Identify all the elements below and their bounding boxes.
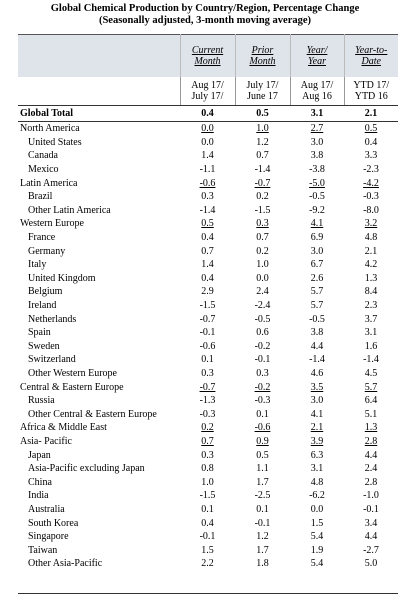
row-label: China xyxy=(28,476,52,488)
value-cell: 5.7 xyxy=(310,300,324,312)
title-line-2: (Seasonally adjusted, 3-month moving average) xyxy=(98,14,312,26)
value-cell: 3.0 xyxy=(310,245,324,257)
value-cell: -3.8 xyxy=(309,164,325,176)
value-cell: -1.4 xyxy=(254,164,271,176)
value-cell: 3.3 xyxy=(364,150,378,162)
value-cell: -0.2 xyxy=(254,381,271,393)
table-row xyxy=(18,285,398,299)
value-cell: -1.1 xyxy=(199,164,216,176)
value-cell: 2.7 xyxy=(310,123,324,135)
value-cell: 0.2 xyxy=(201,422,214,434)
row-label: Canada xyxy=(28,150,58,162)
value-cell: 3.9 xyxy=(310,435,324,447)
value-cell: -0.7 xyxy=(254,177,271,189)
value-cell: -0.5 xyxy=(309,191,325,203)
value-cell: 0.2 xyxy=(256,191,269,203)
value-cell: -1.5 xyxy=(199,490,216,502)
row-label: Global Total xyxy=(18,106,180,122)
value-cell: 1.7 xyxy=(256,476,269,488)
row-label: Ireland xyxy=(28,300,57,312)
table-row xyxy=(18,326,398,340)
value-cell: 0.7 xyxy=(256,232,269,244)
row-label: Switzerland xyxy=(28,354,76,366)
value-cell: 3.0 xyxy=(310,395,324,407)
value-cell: 0.4 xyxy=(201,272,214,284)
table-row xyxy=(18,149,398,163)
row-label: Western Europe xyxy=(20,218,84,230)
table-row xyxy=(18,557,398,571)
value-cell: -8.0 xyxy=(363,204,379,216)
table-row xyxy=(18,272,398,286)
value-cell: 4.8 xyxy=(310,476,324,488)
table-row xyxy=(18,312,398,326)
value-cell: 0.4 xyxy=(180,106,235,122)
row-label: Mexico xyxy=(28,164,59,176)
table-row xyxy=(18,163,398,177)
row-label: Asia- Pacific xyxy=(20,435,72,447)
table-row xyxy=(18,448,398,462)
region-row xyxy=(18,421,398,435)
value-cell: -4.2 xyxy=(363,177,379,189)
value-cell: -0.7 xyxy=(199,381,216,393)
value-cell: 3.2 xyxy=(364,218,378,230)
value-cell: -2.3 xyxy=(363,164,379,176)
value-cell: 1.1 xyxy=(256,463,269,475)
value-cell: -1.4 xyxy=(363,354,379,366)
table-bottom-rule xyxy=(18,593,398,594)
region-row xyxy=(18,176,398,190)
table-row xyxy=(18,543,398,557)
value-cell: 0.1 xyxy=(201,503,214,515)
value-cell: 0.7 xyxy=(201,245,214,257)
header-prior-month: Prior Month xyxy=(235,35,290,78)
value-cell: 1.4 xyxy=(201,150,214,162)
value-cell: -0.3 xyxy=(254,395,271,407)
table-row xyxy=(18,299,398,313)
value-cell: 0.2 xyxy=(256,245,269,257)
value-cell: 3.7 xyxy=(364,313,378,325)
value-cell: 2.1 xyxy=(364,245,378,257)
value-cell: 6.9 xyxy=(310,232,324,244)
value-cell: -0.6 xyxy=(199,340,216,352)
row-label: Other Central & Eastern Europe xyxy=(28,408,157,420)
value-cell: 0.6 xyxy=(256,327,269,339)
row-label: Central & Eastern Europe xyxy=(20,381,124,393)
value-cell: 5.4 xyxy=(310,531,324,543)
title-line-1: Global Chemical Production by Country/Region, Percentage Change xyxy=(50,3,360,14)
region-row xyxy=(18,380,398,394)
row-label: South Korea xyxy=(28,517,79,529)
row-label: Latin America xyxy=(20,177,78,189)
value-cell: -0.1 xyxy=(254,517,271,529)
value-cell: 6.4 xyxy=(364,395,378,407)
value-cell: 2.8 xyxy=(364,476,378,488)
table-row xyxy=(18,462,398,476)
value-cell: 1.0 xyxy=(256,123,269,135)
value-cell: 4.1 xyxy=(310,408,324,420)
value-cell: 1.0 xyxy=(256,259,269,271)
value-cell: 4.4 xyxy=(364,449,378,461)
value-cell: 3.4 xyxy=(364,517,378,529)
value-cell: -1.4 xyxy=(309,354,325,366)
value-cell: 2.4 xyxy=(364,463,378,475)
value-cell: 0.3 xyxy=(201,191,214,203)
row-label: Africa & Middle East xyxy=(20,422,107,434)
value-cell: 2.8 xyxy=(364,435,378,447)
value-cell: 0.5 xyxy=(201,218,214,230)
row-label: Other Western Europe xyxy=(28,367,117,379)
value-cell: 1.3 xyxy=(364,272,378,284)
value-cell: 0.7 xyxy=(256,150,269,162)
row-label: Italy xyxy=(28,259,47,271)
region-row xyxy=(18,217,398,231)
row-label: Asia-Pacific excluding Japan xyxy=(28,463,145,475)
value-cell: 2.9 xyxy=(201,286,214,298)
row-label: Australia xyxy=(28,503,65,515)
value-cell: 4.1 xyxy=(310,218,324,230)
value-cell: 3.0 xyxy=(310,136,324,148)
row-label: Other Asia-Pacific xyxy=(28,558,103,570)
value-cell: 3.1 xyxy=(310,463,324,475)
header-year-to-date: Year-to- Date xyxy=(344,35,398,78)
total-row xyxy=(18,106,398,122)
value-cell: 4.2 xyxy=(364,259,378,271)
value-cell: 0.5 xyxy=(235,106,290,122)
value-cell: -2.4 xyxy=(254,300,271,312)
row-label: Taiwan xyxy=(28,544,58,556)
value-cell: 6.3 xyxy=(310,449,324,461)
value-cell: 3.5 xyxy=(310,381,324,393)
value-cell: 0.1 xyxy=(201,354,214,366)
row-label: Belgium xyxy=(28,286,63,298)
table-row xyxy=(18,407,398,421)
value-cell: 0.5 xyxy=(256,449,269,461)
value-cell: 1.2 xyxy=(256,136,269,148)
value-cell: 0.4 xyxy=(201,517,214,529)
value-cell: -0.6 xyxy=(254,422,271,434)
value-cell: 1.4 xyxy=(201,259,214,271)
value-cell: 2.2 xyxy=(201,558,214,570)
table-row xyxy=(18,231,398,245)
value-cell: -1.3 xyxy=(199,395,216,407)
table-row xyxy=(18,530,398,544)
value-cell: 0.0 xyxy=(201,136,214,148)
row-label: Brazil xyxy=(28,191,53,203)
subheader-prior-month: July 17/ June 17 xyxy=(235,77,290,106)
value-cell: 4.6 xyxy=(310,367,324,379)
value-cell: 1.7 xyxy=(256,544,269,556)
value-cell: -0.5 xyxy=(309,313,325,325)
value-cell: 3.1 xyxy=(364,327,378,339)
table-body xyxy=(18,106,398,571)
value-cell: 0.3 xyxy=(201,367,214,379)
row-label: Netherlands xyxy=(28,313,77,325)
table-row xyxy=(18,489,398,503)
row-label: Singapore xyxy=(28,531,69,543)
table-row xyxy=(18,503,398,517)
value-cell: -2.5 xyxy=(254,490,271,502)
header-current-month: Current Month xyxy=(180,35,235,78)
value-cell: 0.0 xyxy=(256,272,269,284)
value-cell: 0.4 xyxy=(201,232,214,244)
subheader-year-year: Aug 17/ Aug 16 xyxy=(290,77,344,106)
row-label: United Kingdom xyxy=(28,272,96,284)
value-cell: 0.0 xyxy=(310,503,324,515)
value-cell: 1.6 xyxy=(364,340,378,352)
value-cell: 0.1 xyxy=(256,408,269,420)
row-label: France xyxy=(28,232,56,244)
value-cell: 0.3 xyxy=(256,218,269,230)
value-cell: 2.1 xyxy=(344,106,398,122)
region-row xyxy=(18,435,398,449)
value-cell: 0.1 xyxy=(256,503,269,515)
value-cell: 0.3 xyxy=(256,367,269,379)
subheader-current-month: Aug 17/ July 17/ xyxy=(180,77,235,106)
value-cell: -0.3 xyxy=(199,408,216,420)
value-cell: 1.2 xyxy=(256,531,269,543)
value-cell: 0.8 xyxy=(201,463,214,475)
value-cell: -0.7 xyxy=(199,313,216,325)
value-cell: 4.5 xyxy=(364,367,378,379)
value-cell: 5.1 xyxy=(364,408,378,420)
table-title xyxy=(0,0,410,26)
value-cell: -0.1 xyxy=(199,327,216,339)
value-cell: 1.3 xyxy=(364,422,378,434)
value-cell: 3.1 xyxy=(290,106,344,122)
value-cell: 5.0 xyxy=(364,558,378,570)
row-label: Japan xyxy=(28,449,51,461)
value-cell: 5.4 xyxy=(310,558,324,570)
value-cell: 4.4 xyxy=(364,531,378,543)
table-row xyxy=(18,340,398,354)
value-cell: 3.8 xyxy=(310,150,324,162)
value-cell: 8.4 xyxy=(364,286,378,298)
value-cell: 6.7 xyxy=(310,259,324,271)
value-cell: 0.4 xyxy=(364,136,378,148)
value-cell: 2.6 xyxy=(310,272,324,284)
row-label: North America xyxy=(20,123,80,135)
value-cell: 0.5 xyxy=(364,123,378,135)
value-cell: -6.2 xyxy=(309,490,325,502)
table-row xyxy=(18,367,398,381)
table-row xyxy=(18,190,398,204)
value-cell: 5.7 xyxy=(310,286,324,298)
value-cell: -9.2 xyxy=(309,204,325,216)
value-cell: 1.9 xyxy=(310,544,324,556)
value-cell: 2.1 xyxy=(310,422,324,434)
value-cell: -0.2 xyxy=(254,340,271,352)
row-label: Other Latin America xyxy=(28,204,111,216)
subheader-blank xyxy=(18,77,180,106)
value-cell: 0.3 xyxy=(201,449,214,461)
value-cell: 0.0 xyxy=(201,123,214,135)
row-label: Sweden xyxy=(28,340,60,352)
value-cell: -0.5 xyxy=(254,313,271,325)
value-cell: 4.8 xyxy=(364,232,378,244)
row-label: United States xyxy=(28,136,82,148)
value-cell: -1.0 xyxy=(363,490,379,502)
value-cell: 5.7 xyxy=(364,381,378,393)
value-cell: -5.0 xyxy=(309,177,325,189)
table-row xyxy=(18,136,398,150)
value-cell: 1.0 xyxy=(201,476,214,488)
value-cell: -1.4 xyxy=(199,204,216,216)
subheader-year-to-date: YTD 17/ YTD 16 xyxy=(344,77,398,106)
table-row xyxy=(18,516,398,530)
value-cell: 4.4 xyxy=(310,340,324,352)
value-cell: -0.3 xyxy=(363,191,379,203)
table-row xyxy=(18,258,398,272)
value-cell: -0.1 xyxy=(254,354,271,366)
table-row xyxy=(18,353,398,367)
value-cell: 0.9 xyxy=(256,435,269,447)
region-row xyxy=(18,122,398,136)
value-cell: -0.6 xyxy=(199,177,216,189)
value-cell: 1.5 xyxy=(310,517,324,529)
value-cell: -1.5 xyxy=(254,204,271,216)
value-cell: 1.5 xyxy=(201,544,214,556)
table-row xyxy=(18,204,398,218)
row-label: Germany xyxy=(28,245,66,257)
value-cell: 2.3 xyxy=(364,300,378,312)
header-year-year: Year/ Year xyxy=(290,35,344,78)
value-cell: 1.8 xyxy=(256,558,269,570)
row-label: Russia xyxy=(28,395,55,407)
value-cell: -2.7 xyxy=(363,544,379,556)
table-row xyxy=(18,394,398,408)
value-cell: -0.1 xyxy=(363,503,379,515)
row-label: India xyxy=(28,490,49,502)
value-cell: -0.1 xyxy=(199,531,216,543)
value-cell: -1.5 xyxy=(199,300,216,312)
value-cell: 2.4 xyxy=(256,286,269,298)
production-table xyxy=(18,34,398,571)
row-label: Spain xyxy=(28,327,51,339)
header-blank xyxy=(18,35,180,78)
table-row xyxy=(18,475,398,489)
value-cell: 0.7 xyxy=(201,435,214,447)
value-cell: 3.8 xyxy=(310,327,324,339)
table-row xyxy=(18,244,398,258)
